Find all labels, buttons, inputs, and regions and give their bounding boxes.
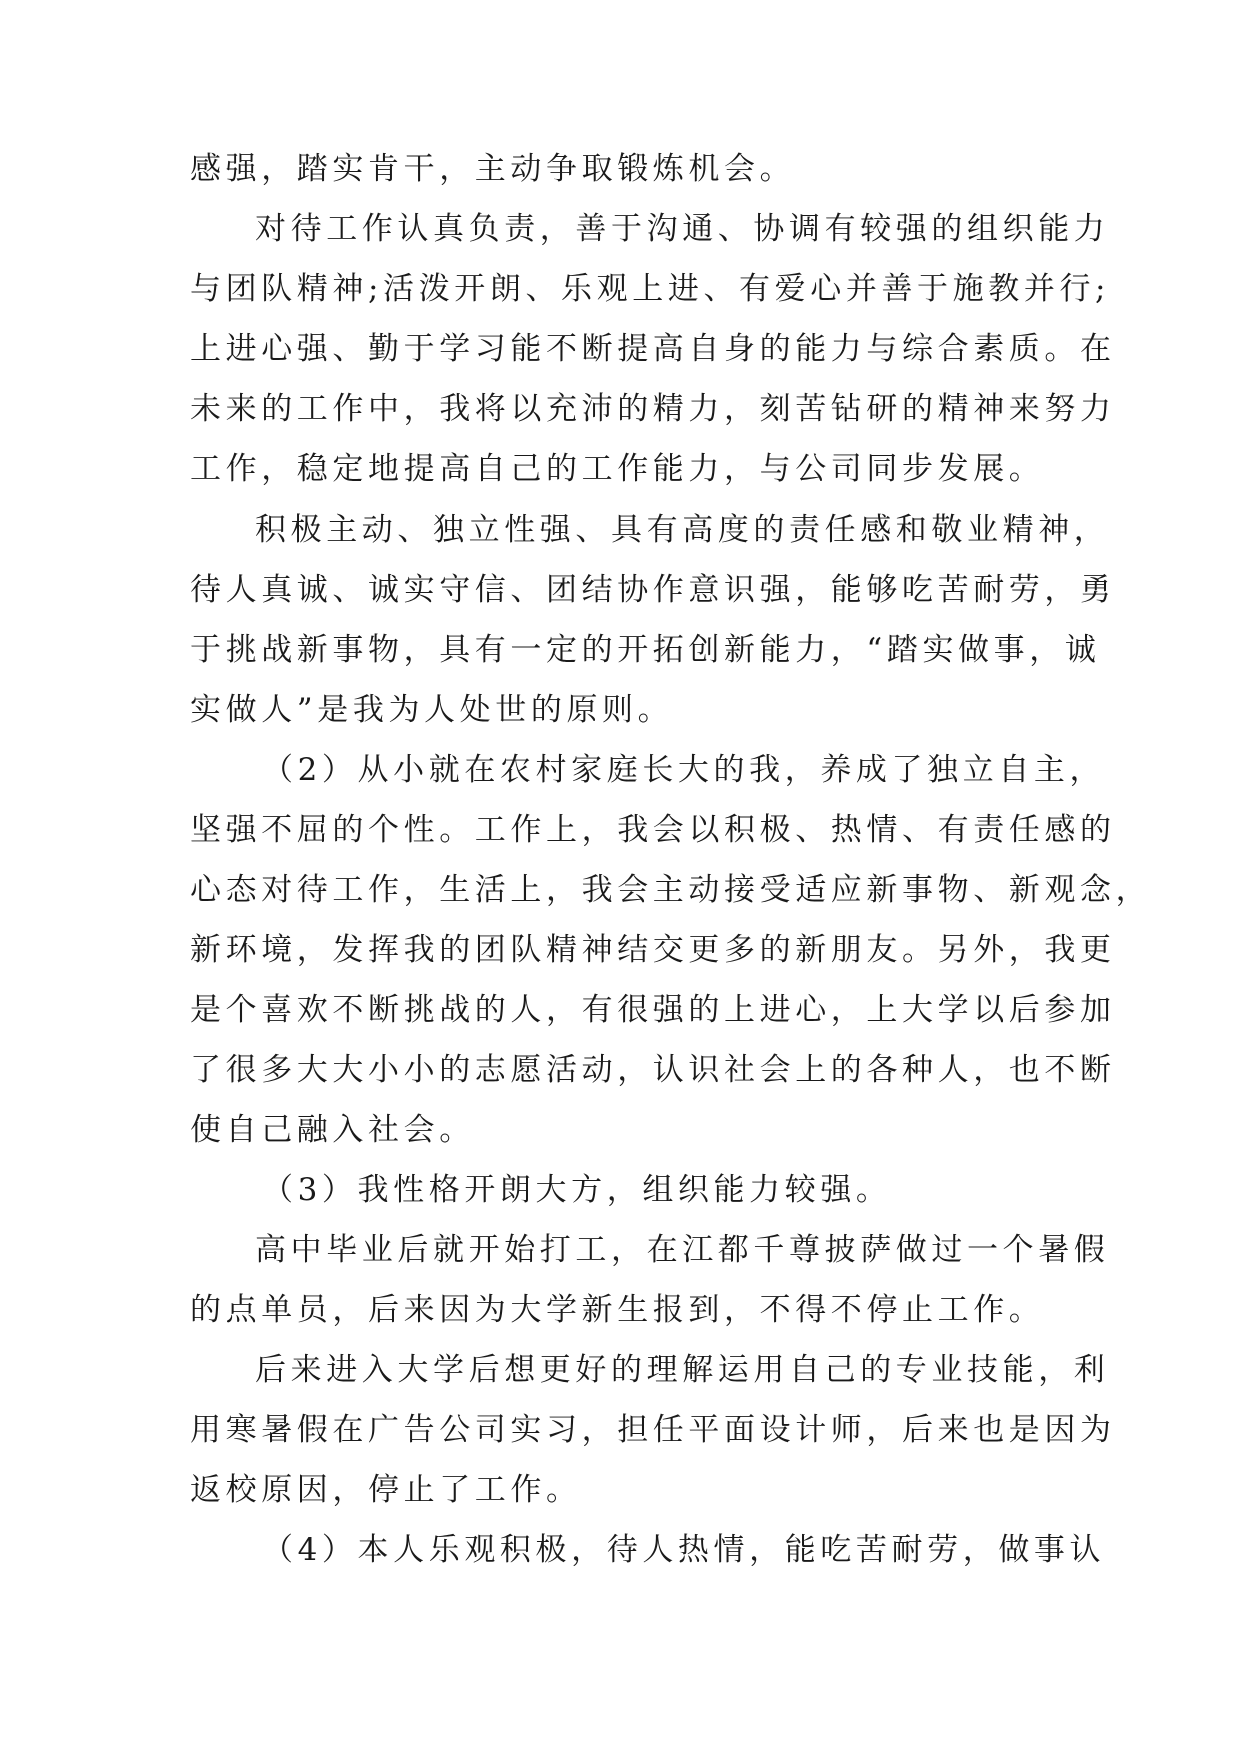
text-line: 实做人”是我为人处世的原则。	[190, 692, 674, 728]
text-line: 对待工作认真负责，善于沟通、协调有较强的组织能力	[255, 211, 1110, 247]
text-line: 待人真诚、诚实守信、团结协作意识强，能够吃苦耐劳，勇	[190, 572, 1116, 608]
text-line: 上进心强、勤于学习能不断提高自身的能力与综合素质。在	[190, 331, 1116, 367]
text-line: （3）我性格开朗大方，组织能力较强。	[262, 1172, 892, 1208]
text-line: 用寒暑假在广告公司实习，担任平面设计师，后来也是因为	[190, 1412, 1116, 1448]
text-line: 感强，踏实肯干，主动争取锻炼机会。	[190, 151, 796, 187]
text-line: 的点单员，后来因为大学新生报到，不得不停止工作。	[190, 1292, 1045, 1328]
text-line: 新环境，发挥我的团队精神结交更多的新朋友。另外，我更	[190, 932, 1116, 968]
text-line: 是个喜欢不断挑战的人，有很强的上进心，上大学以后参加	[190, 992, 1116, 1028]
text-line: 坚强不屈的个性。工作上，我会以积极、热情、有责任感的	[190, 812, 1116, 848]
text-line: 高中毕业后就开始打工，在江都千尊披萨做过一个暑假	[255, 1232, 1110, 1268]
text-line: 于挑战新事物，具有一定的开拓创新能力，“踏实做事，诚	[190, 632, 1101, 668]
text-line: 返校原因，停止了工作。	[190, 1472, 582, 1508]
text-line: 未来的工作中，我将以充沛的精力，刻苦钻研的精神来努力	[190, 391, 1116, 427]
text-line: 后来进入大学后想更好的理解运用自己的专业技能，利	[255, 1352, 1110, 1388]
text-line: 与团队精神;活泼开朗、乐观上进、有爱心并善于施教并行;	[190, 271, 1111, 307]
text-line: 了很多大大小小的志愿活动，认识社会上的各种人，也不断	[190, 1052, 1116, 1088]
text-line: （2）从小就在农村家庭长大的我，养成了独立自主，	[262, 752, 1106, 788]
text-line: 积极主动、独立性强、具有高度的责任感和敬业精神，	[255, 512, 1110, 548]
text-line: 工作，稳定地提高自己的工作能力，与公司同步发展。	[190, 451, 1045, 487]
text-line: 心态对待工作，生活上，我会主动接受适应新事物、新观念，	[190, 872, 1152, 908]
text-line: （4）本人乐观积极，待人热情，能吃苦耐劳，做事认	[262, 1532, 1106, 1568]
text-line: 使自己融入社会。	[190, 1112, 475, 1148]
